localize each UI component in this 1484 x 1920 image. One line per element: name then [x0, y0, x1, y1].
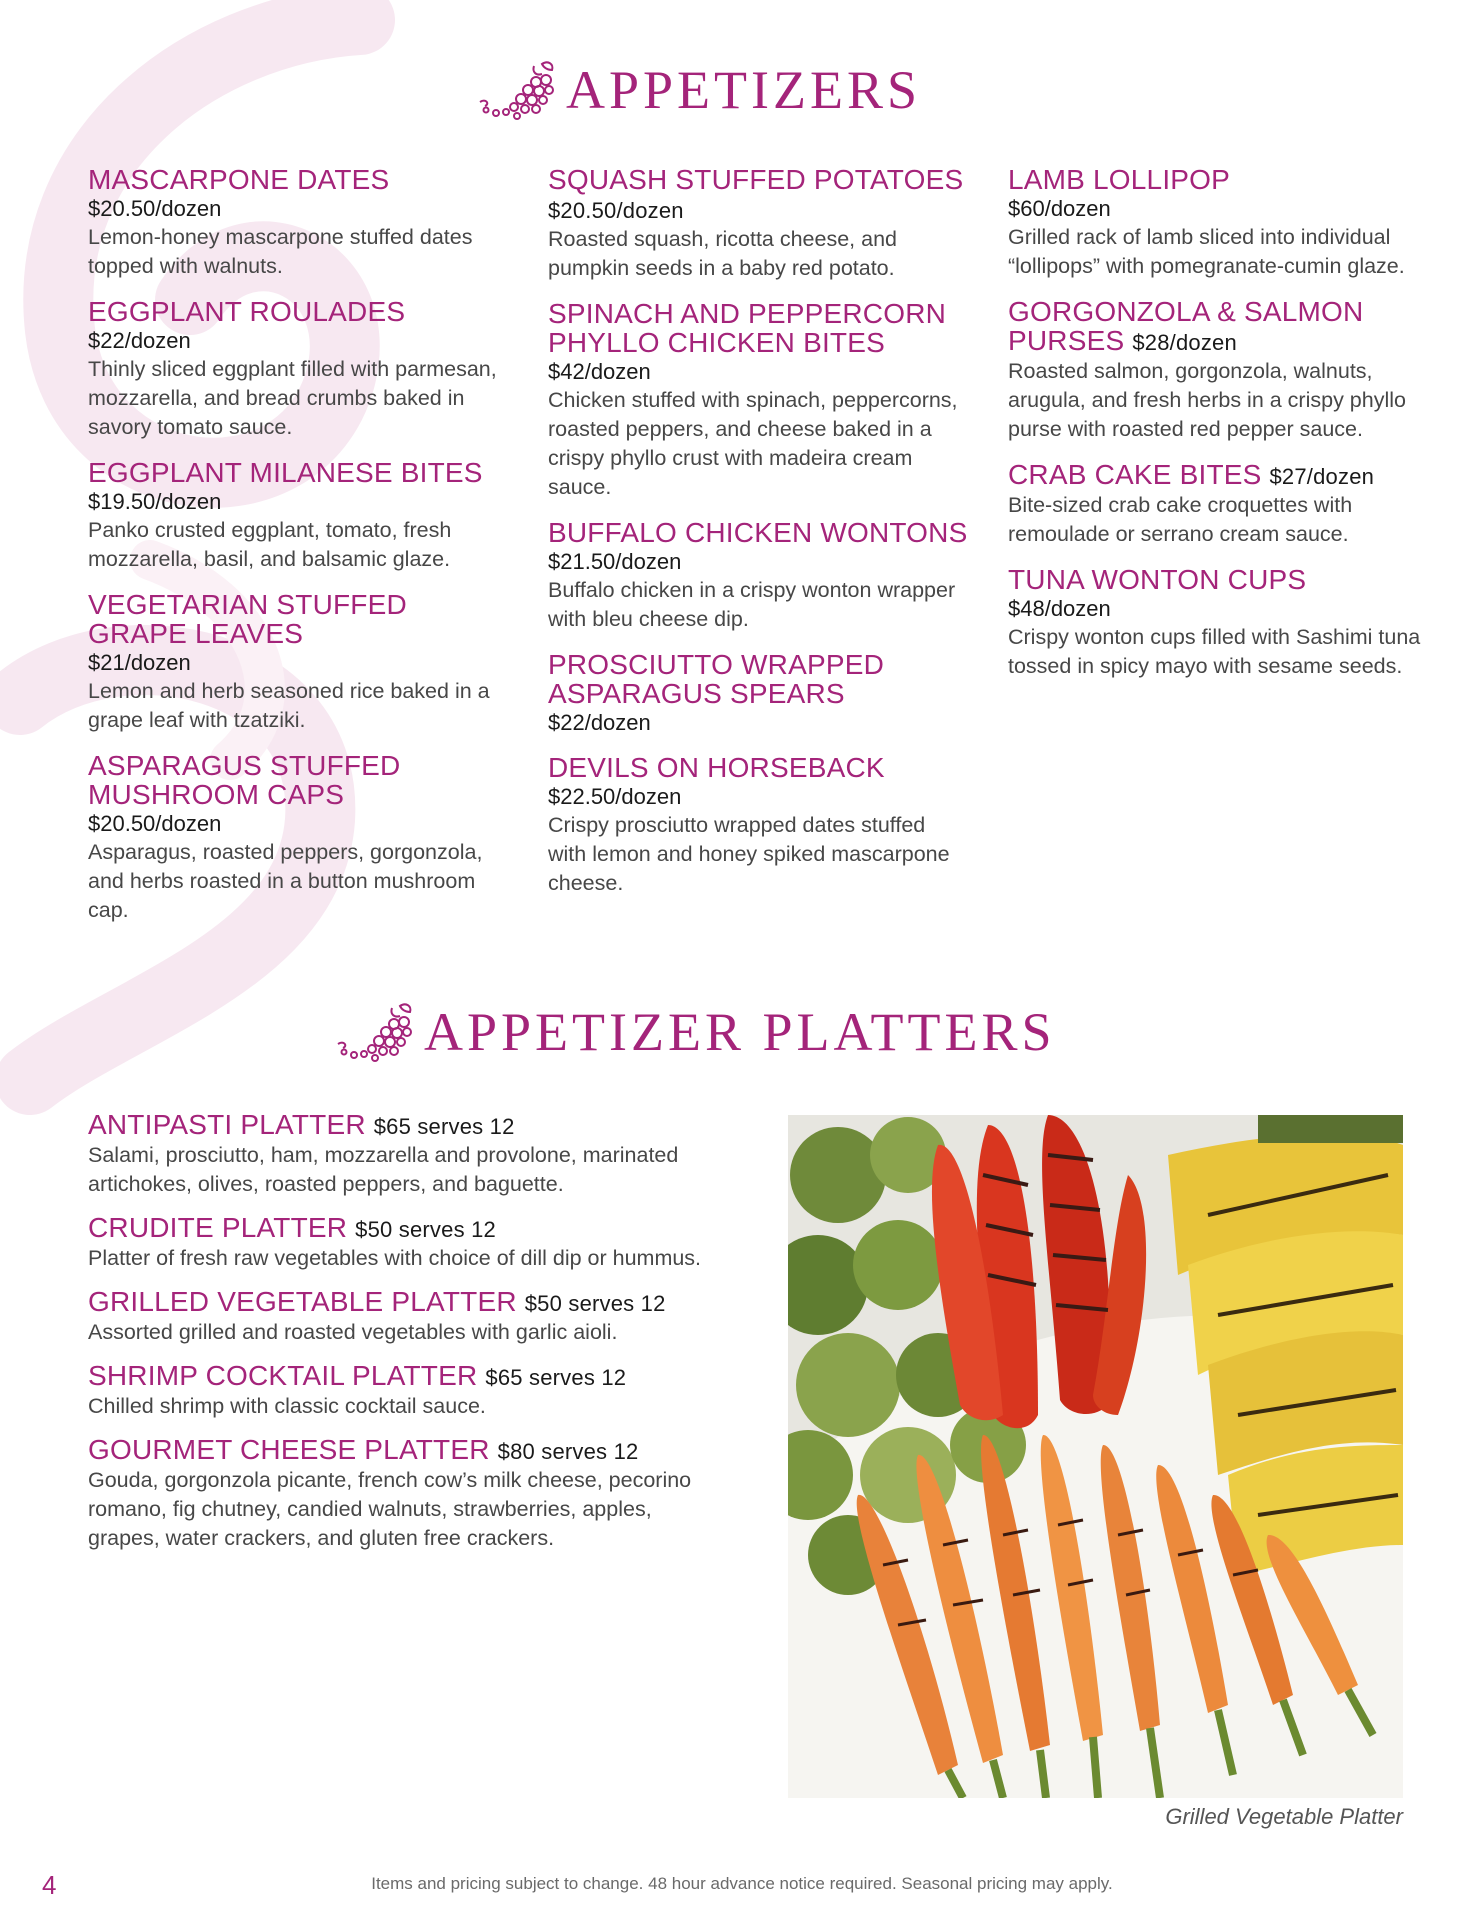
item-price: $50 serves 12: [524, 1291, 666, 1316]
appetizers-title: [476, 58, 921, 122]
platters-title: [334, 1000, 1056, 1064]
item-price: $50 serves 12: [355, 1217, 496, 1242]
item-name-text: SHRIMP COCKTAIL PLATTER: [88, 1360, 478, 1391]
item-price: $22/dozen: [548, 710, 651, 735]
item-name-text: SQUASH STUFFED POTATOES: [548, 164, 964, 195]
appetizers-column-3: [1008, 165, 1428, 697]
item-price: $19.50/dozen: [88, 489, 222, 514]
platter-item: [88, 1435, 728, 1553]
appetizers-column-1: [88, 165, 508, 941]
item-price: $21.50/dozen: [548, 549, 682, 574]
menu-item: [548, 518, 968, 634]
item-price: $22.50/dozen: [548, 784, 682, 809]
item-name: BUFFALO CHICKEN WONTONS: [548, 517, 968, 548]
item-name-text: GOURMET CHEESE PLATTER: [88, 1434, 490, 1465]
item-description: Assorted grilled and roasted vegetables with garlic aioli.: [88, 1320, 618, 1344]
vegetable-platter-illustration: [788, 1115, 1403, 1798]
item-name: [88, 1287, 728, 1318]
item-price: $27/dozen: [1269, 464, 1375, 489]
menu-item: [88, 458, 508, 574]
item-description: Salami, prosciutto, ham, mozzarella and provolone, marinated artichokes, olives, roasted peppers, and baguette.: [88, 1143, 679, 1196]
item-price: $21/dozen: [88, 650, 191, 675]
page-number: 4: [42, 1870, 57, 1900]
menu-item: [1008, 460, 1428, 549]
item-name: PROSCIUTTO WRAPPED ASPARAGUS SPEARS: [548, 649, 885, 709]
menu-item: [1008, 165, 1428, 281]
item-name: EGGPLANT MILANESE BITES: [88, 457, 483, 488]
platter-item: [88, 1361, 728, 1421]
menu-item: [548, 650, 968, 737]
item-name: TUNA WONTON CUPS: [1008, 564, 1307, 595]
item-name: VEGETARIAN STUFFED GRAPE LEAVES: [88, 589, 407, 649]
item-price: $20.50/dozen: [548, 198, 684, 223]
appetizers-column-2: [548, 165, 968, 914]
item-price: $20.50/dozen: [88, 196, 222, 221]
menu-item: [88, 751, 508, 925]
grapes-icon: [476, 58, 558, 122]
item-description: Crispy wonton cups filled with Sashimi tuna tossed in spicy mayo with sesame seeds.: [1008, 625, 1421, 678]
item-price: $42/dozen: [548, 359, 651, 384]
item-name: [88, 1435, 728, 1466]
item-description: Chicken stuffed with spinach, peppercorns, roasted peppers, and cheese baked in a crispy phyllo crust with madeira cream sauce.: [548, 388, 958, 499]
item-name-text: CRAB CAKE BITES: [1008, 459, 1262, 490]
item-description: Thinly sliced eggplant filled with parmesan, mozzarella, and bread crumbs baked in savory tomato sauce.: [88, 357, 497, 439]
platter-item: [88, 1110, 728, 1199]
footer-note: Items and pricing subject to change. 48 hour advance notice required. Seasonal pricing may apply.: [371, 1874, 1113, 1893]
item-description: Crispy prosciutto wrapped dates stuffed with lemon and honey spiked mascarpone cheese.: [548, 813, 950, 895]
appetizers-title-text: APPETIZERS: [566, 60, 922, 120]
item-description: Asparagus, roasted peppers, gorgonzola, and herbs roasted in a button mushroom cap.: [88, 840, 483, 922]
item-price: $65 serves 12: [373, 1114, 515, 1139]
grilled-vegetable-photo: [788, 1115, 1403, 1798]
item-name-text: CRUDITE PLATTER: [88, 1212, 348, 1243]
item-price: $48/dozen: [1008, 596, 1111, 621]
item-description: Roasted salmon, gorgonzola, walnuts, arugula, and fresh herbs in a crispy phyllo purse with roasted red pepper sauce.: [1008, 359, 1406, 441]
item-description: Bite-sized crab cake croquettes with remoulade or serrano cream sauce.: [1008, 493, 1353, 546]
item-name: ASPARAGUS STUFFED MUSHROOM CAPS: [88, 750, 401, 810]
platter-item: [88, 1213, 728, 1273]
item-price: $20.50/dozen: [88, 811, 222, 836]
item-price: $65 serves 12: [485, 1365, 627, 1390]
item-name: [88, 1361, 728, 1392]
item-description: Roasted squash, ricotta cheese, and pumpkin seeds in a baby red potato.: [548, 227, 897, 280]
item-name: [1008, 460, 1428, 491]
item-name: [88, 1213, 728, 1244]
item-name: [1008, 297, 1428, 357]
item-description: Platter of fresh raw vegetables with choice of dill dip or hummus.: [88, 1246, 702, 1270]
menu-item: [88, 590, 508, 735]
item-name-text: ANTIPASTI PLATTER: [88, 1109, 366, 1140]
item-name: [548, 165, 968, 225]
item-price: $60/dozen: [1008, 196, 1111, 221]
item-name: SPINACH AND PEPPERCORN PHYLLO CHICKEN BITES: [548, 298, 947, 358]
menu-item: [548, 299, 968, 502]
item-name: EGGPLANT ROULADES: [88, 296, 406, 327]
platter-item: [88, 1287, 728, 1347]
item-name-text: GORGONZOLA & SALMON PURSES: [1008, 296, 1364, 356]
menu-item: [548, 165, 968, 283]
menu-item: [88, 165, 508, 281]
item-price: $22/dozen: [88, 328, 191, 353]
item-description: Buffalo chicken in a crispy wonton wrapper with bleu cheese dip.: [548, 578, 956, 631]
item-description: Gouda, gorgonzola picante, french cow’s milk cheese, pecorino romano, fig chutney, candied walnuts, strawberries, apples, grapes, water crackers, and gluten free crackers.: [88, 1468, 692, 1550]
item-name: MASCARPONE DATES: [88, 164, 390, 195]
menu-item: [1008, 565, 1428, 681]
item-description: Panko crusted eggplant, tomato, fresh mozzarella, basil, and balsamic glaze.: [88, 518, 452, 571]
platters-list: [88, 1110, 728, 1567]
item-price: $28/dozen: [1132, 330, 1237, 355]
item-price: $80 serves 12: [497, 1439, 639, 1464]
item-description: Lemon and herb seasoned rice baked in a grape leaf with tzatziki.: [88, 679, 490, 732]
menu-item: [548, 753, 968, 898]
item-description: Chilled shrimp with classic cocktail sauce.: [88, 1394, 486, 1418]
menu-item: [1008, 297, 1428, 444]
grapes-icon: [334, 1000, 416, 1064]
item-name-text: GRILLED VEGETABLE PLATTER: [88, 1286, 517, 1317]
item-name: DEVILS ON HORSEBACK: [548, 752, 885, 783]
item-description: Grilled rack of lamb sliced into individual “lollipops” with pomegranate-cumin glaze.: [1008, 225, 1405, 278]
item-name: LAMB LOLLIPOP: [1008, 164, 1231, 195]
item-name: [88, 1110, 728, 1141]
platters-title-text: APPETIZER PLATTERS: [424, 1002, 1056, 1062]
menu-item: [88, 297, 508, 442]
photo-caption: Grilled Vegetable Platter: [1165, 1804, 1403, 1829]
item-description: Lemon-honey mascarpone stuffed dates topped with walnuts.: [88, 225, 473, 278]
